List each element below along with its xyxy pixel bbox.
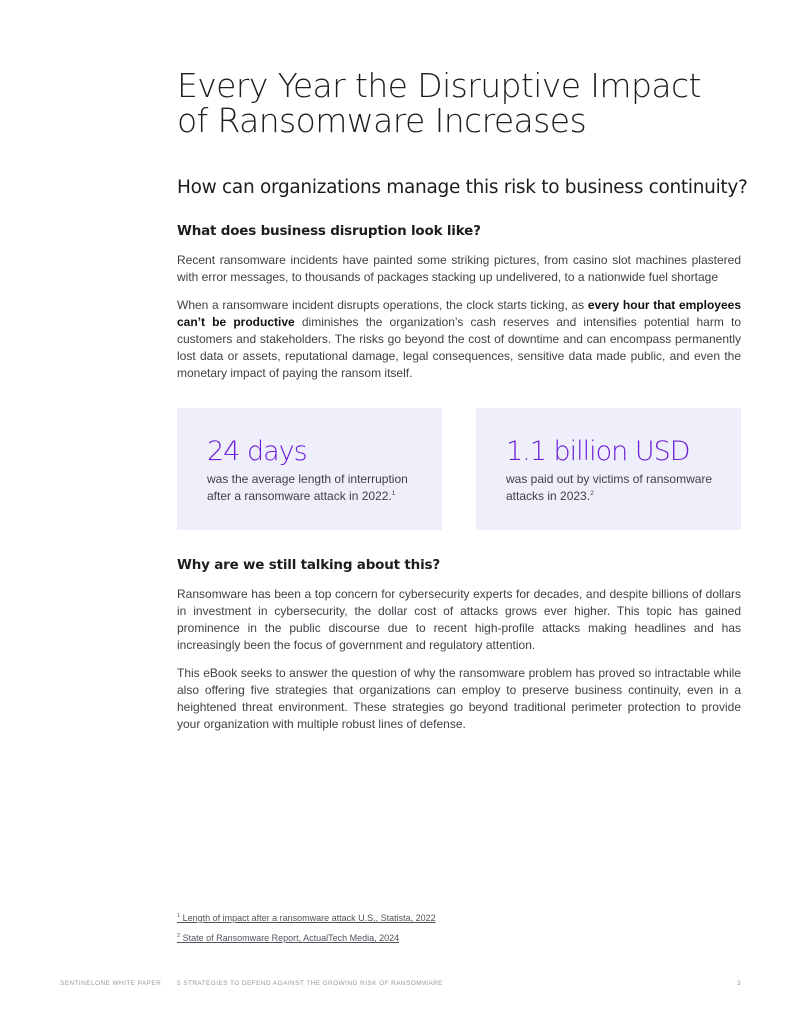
stat-value: 1.1 billion USD [506, 436, 690, 467]
paragraph-why-1: Ransomware has been a top concern for cybersecurity experts for decades, and despite billions of dollars in investment in cybersecurity, the dollar cost of attacks grows ever higher. This topic has gained prominence in the public discourse due to recent high-profile attacks making headlines and has increasingly been the focus of government and regulatory attention. [177, 587, 741, 652]
stat-description [207, 471, 427, 505]
footnote-text: State of Ransomware Report, ActualTech Media, 2024 [180, 933, 400, 943]
paragraph-disruption-intro: Recent ransomware incidents have painted some striking pictures, from casino slot machines plastered with error messages, to thousands of packages stacking up undelivered, to a nationwide fuel shortage [177, 253, 741, 284]
footnote-link-1[interactable] [177, 912, 436, 924]
footer-brand: SENTINELONE WHITE PAPER [60, 980, 162, 987]
stat-description-text: was paid out by victims of ransomware attacks in 2023. [506, 472, 713, 503]
footnote-number: 1 [177, 913, 181, 919]
footnote-link-2[interactable] [177, 932, 399, 944]
paragraph-disruption-detail [177, 297, 741, 382]
paragraph-text-start: When a ransomware incident disrupts operations, the clock starts ticking, as [177, 298, 588, 312]
footnote-number: 2 [177, 933, 181, 939]
footnote-ref: 2 [590, 490, 594, 497]
paragraph-why-2: This eBook seeks to answer the question of why the ransomware problem has proved so intractable while also offering five strategies that organizations can employ to preserve business continuity, even in a heightened threat environment. These strategies go beyond traditional perimeter protection to provide your organization with multiple robust lines of defense. [177, 666, 741, 731]
footnote-text: Length of impact after a ransomware attack U.S., Statista, 2022 [180, 913, 436, 923]
stat-value: 24 days [207, 436, 307, 467]
section-heading-disruption: What does business disruption look like? [177, 223, 481, 239]
footer-document-title: 5 STRATEGIES TO DEFEND AGAINST THE GROWING RISK OF RANSOMWARE [177, 980, 443, 987]
footnote-ref: 1 [391, 490, 396, 497]
stat-card-days [177, 408, 442, 530]
stat-card-usd [476, 408, 741, 530]
title-line-1: Every Year the Disruptive Impact [177, 66, 701, 105]
stat-description-text: was the average length of interruption after a ransomware attack in 2022. [207, 472, 408, 503]
stat-description [506, 471, 721, 505]
section-heading-why: Why are we still talking about this? [177, 557, 440, 573]
page-title [177, 68, 757, 138]
page-number: 3 [737, 980, 742, 987]
paragraph-text-end: diminishes the organization’s cash reserves and intensifies potential harm to customers and stakeholders. The risks go beyond the cost of downtime and can encompass permanently lost data or assets, reputational damage, legal consequences, sensitive data made public, and even the monetary impact of paying the ransom itself. [177, 315, 741, 380]
title-line-2: of Ransomware Increases [177, 101, 587, 140]
page-subtitle: How can organizations manage this risk to business continuity? [177, 177, 748, 198]
emphasis-text: every hour that employees can’t be productive [177, 298, 741, 329]
